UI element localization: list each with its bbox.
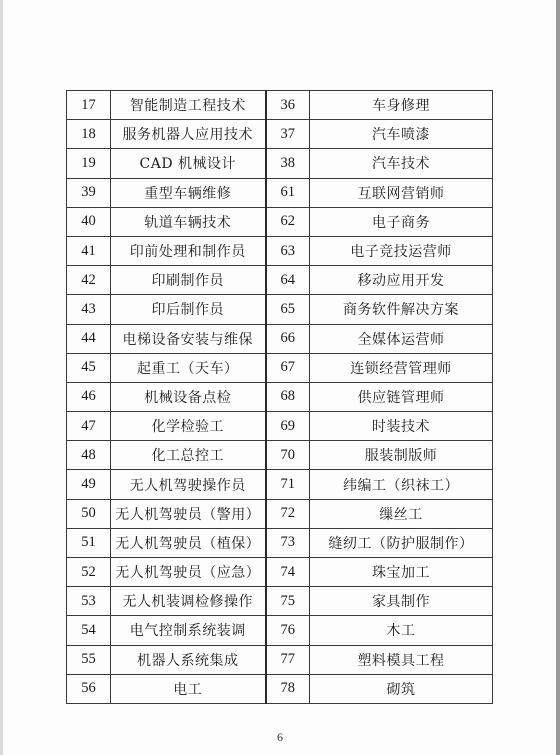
right-number-cell: 74 [266,558,310,587]
right-number-cell: 72 [266,499,310,528]
table-row [67,470,493,499]
right-number-cell: 68 [266,382,310,411]
left-number-cell: 43 [67,295,111,324]
left-number-cell: 50 [67,499,111,528]
table-row [67,382,493,411]
left-name-cell: 印后制作员 [111,295,266,324]
right-number-cell: 64 [266,266,310,295]
right-number-cell: 78 [266,674,310,703]
left-number-cell: 48 [67,441,111,470]
right-name-cell: 汽车技术 [310,149,493,178]
left-number-cell: 54 [67,616,111,645]
left-name-cell: 智能制造工程技术 [111,91,266,120]
left-name-cell: 机器人系统集成 [111,645,266,674]
right-number-cell: 66 [266,324,310,353]
left-name-cell: 无人机驾驶员（植保） [111,528,266,557]
right-number-cell: 70 [266,441,310,470]
left-name-cell: 无人机驾驶操作员 [111,470,266,499]
right-number-cell: 65 [266,295,310,324]
right-number-cell: 67 [266,353,310,382]
right-name-cell: 车身修理 [310,91,493,120]
left-number-cell: 39 [67,178,111,207]
left-number-cell: 18 [67,120,111,149]
table-body [67,91,493,704]
right-number-cell: 62 [266,207,310,236]
right-number-cell: 61 [266,178,310,207]
right-name-cell: 砌筑 [310,674,493,703]
right-number-cell: 37 [266,120,310,149]
table-row [67,120,493,149]
left-number-cell: 46 [67,382,111,411]
left-name-cell: 电气控制系统装调 [111,616,266,645]
right-name-cell: 缫丝工 [310,499,493,528]
right-name-cell: 汽车喷漆 [310,120,493,149]
right-number-cell: 69 [266,412,310,441]
right-name-cell: 互联网营销师 [310,178,493,207]
left-number-cell: 49 [67,470,111,499]
left-name-cell: 无人机驾驶员（应急） [111,558,266,587]
table-row [67,587,493,616]
right-number-cell: 77 [266,645,310,674]
left-number-cell: 42 [67,266,111,295]
right-number-cell: 36 [266,91,310,120]
table-row [67,528,493,557]
table-row [67,266,493,295]
left-name-cell: 服务机器人应用技术 [111,120,266,149]
table-row [67,412,493,441]
left-number-cell: 51 [67,528,111,557]
left-name-cell: 印前处理和制作员 [111,236,266,265]
table-row [67,149,493,178]
left-name-cell: 无人机驾驶员（警用） [111,499,266,528]
left-number-cell: 44 [67,324,111,353]
table-row [67,558,493,587]
left-number-cell: 45 [67,353,111,382]
right-name-cell: 时装技术 [310,412,493,441]
occupation-table [66,90,493,704]
right-name-cell: 家具制作 [310,587,493,616]
left-name-cell: 印刷制作员 [111,266,266,295]
left-name-cell: 电工 [111,674,266,703]
table-row [67,674,493,703]
left-name-cell: 化学检验工 [111,412,266,441]
right-number-cell: 73 [266,528,310,557]
right-name-cell: 珠宝加工 [310,558,493,587]
right-name-cell: 全媒体运营师 [310,324,493,353]
left-number-cell: 55 [67,645,111,674]
left-name-cell: 轨道车辆技术 [111,207,266,236]
left-name-cell: 无人机装调检修操作 [111,587,266,616]
table-row [67,353,493,382]
right-number-cell: 75 [266,587,310,616]
left-name-cell: 化工总控工 [111,441,266,470]
left-name-cell: CAD 机械设计 [111,149,266,178]
right-name-cell: 缝纫工（防护服制作） [310,528,493,557]
right-number-cell: 63 [266,236,310,265]
scan-edge-left [0,0,3,755]
table-row [67,616,493,645]
right-number-cell: 71 [266,470,310,499]
left-number-cell: 17 [67,91,111,120]
table-row [67,295,493,324]
right-name-cell: 供应链管理师 [310,382,493,411]
left-number-cell: 19 [67,149,111,178]
left-name-cell: 电梯设备安装与维保 [111,324,266,353]
left-name-cell: 起重工（天车） [111,353,266,382]
table-row [67,499,493,528]
table-row [67,324,493,353]
table-row [67,91,493,120]
right-name-cell: 木工 [310,616,493,645]
left-number-cell: 53 [67,587,111,616]
left-number-cell: 40 [67,207,111,236]
table-row [67,441,493,470]
right-name-cell: 塑料模具工程 [310,645,493,674]
table-row [67,207,493,236]
table-row [67,178,493,207]
right-name-cell: 电子竞技运营师 [310,236,493,265]
right-number-cell: 76 [266,616,310,645]
right-name-cell: 移动应用开发 [310,266,493,295]
table-row [67,236,493,265]
scan-edge-right [556,0,560,755]
right-number-cell: 38 [266,149,310,178]
right-name-cell: 连锁经营管理师 [310,353,493,382]
right-name-cell: 纬编工（织袜工） [310,470,493,499]
page-number: 6 [277,730,283,744]
table-row [67,645,493,674]
left-name-cell: 重型车辆维修 [111,178,266,207]
right-name-cell: 电子商务 [310,207,493,236]
left-number-cell: 56 [67,674,111,703]
right-name-cell: 商务软件解决方案 [310,295,493,324]
left-number-cell: 47 [67,412,111,441]
left-number-cell: 52 [67,558,111,587]
left-name-cell: 机械设备点检 [111,382,266,411]
right-name-cell: 服装制版师 [310,441,493,470]
left-number-cell: 41 [67,236,111,265]
